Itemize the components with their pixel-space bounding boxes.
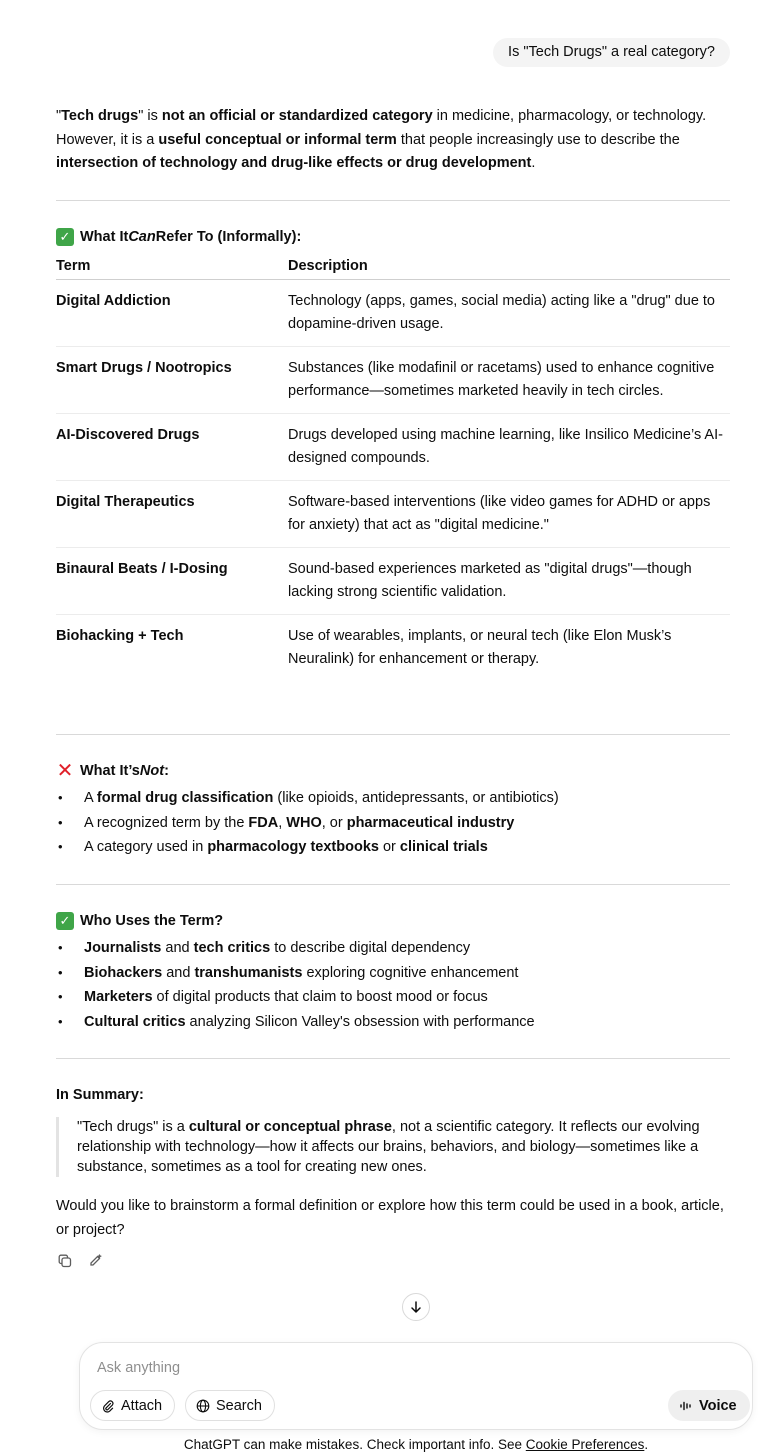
check-icon: ✓ — [56, 912, 74, 930]
globe-icon — [196, 1399, 210, 1413]
list-item: • A formal drug classification (like opioids, antidepressants, or antibiotics) — [56, 786, 559, 811]
divider — [56, 1058, 730, 1059]
table-row — [56, 480, 730, 547]
cookie-preferences-link[interactable]: Cookie Preferences — [525, 1437, 645, 1452]
divider — [56, 734, 730, 735]
term-cell: Binaural Beats / I-Dosing — [56, 547, 288, 614]
list-item: • A recognized term by the FDA, WHO, or pharmaceutical industry — [56, 811, 559, 836]
message-input[interactable] — [97, 1357, 657, 1379]
attach-label: Attach — [121, 1397, 163, 1414]
table-row — [56, 614, 730, 681]
table-row — [56, 279, 730, 346]
user-message-bubble: Is "Tech Drugs" a real category? — [493, 38, 730, 67]
search-button[interactable] — [185, 1390, 275, 1421]
description-cell: Software-based interventions (like video games for ADHD or apps for anxiety) that act as "digital medicine." — [288, 480, 730, 547]
table-header-term: Term — [56, 254, 288, 279]
search-label: Search — [216, 1397, 262, 1414]
attach-button[interactable] — [90, 1390, 175, 1421]
voice-label: Voice — [699, 1397, 737, 1414]
message-actions — [56, 1252, 104, 1270]
table-header-description: Description — [288, 254, 730, 279]
table-row — [56, 413, 730, 480]
message-composer — [79, 1342, 753, 1430]
scroll-down-button[interactable] — [402, 1293, 430, 1321]
intro-paragraph: "Tech drugs" is not an official or standardized category in medicine, pharmacology, or technology. However, it is a useful conceptual or informal term that people increasingly use to describe the intersection of technology and drug-like effects or drug development. — [56, 108, 707, 171]
list-item: • Marketers of digital products that claim to boost mood or focus — [56, 985, 535, 1010]
voice-wave-icon — [679, 1399, 693, 1413]
section-heading-who: ✓ Who Uses the Term? — [56, 911, 223, 931]
terms-table — [56, 254, 730, 681]
term-cell: AI-Discovered Drugs — [56, 413, 288, 480]
description-cell: Use of wearables, implants, or neural tech (like Elon Musk’s Neuralink) for enhancement or therapy. — [288, 627, 672, 667]
term-cell: Digital Addiction — [56, 279, 288, 346]
divider — [56, 200, 730, 201]
description-cell: Drugs developed using machine learning, like Insilico Medicine’s AI-designed compounds. — [288, 413, 730, 480]
term-cell: Digital Therapeutics — [56, 480, 288, 547]
list-item: • Cultural critics analyzing Silicon Valley's obsession with performance — [56, 1010, 535, 1035]
list-item: • Journalists and tech critics to describe digital dependency — [56, 936, 535, 961]
followup-question: Would you like to brainstorm a formal definition or explore how this term could be used in a book, article, or project? — [56, 1198, 724, 1238]
paperclip-icon — [101, 1399, 115, 1413]
list-item: • Biohackers and transhumanists exploring cognitive enhancement — [56, 961, 535, 986]
table-row — [56, 346, 730, 413]
edit-icon[interactable] — [86, 1252, 104, 1270]
term-cell: Smart Drugs / Nootropics — [56, 346, 288, 413]
not-list — [56, 786, 559, 860]
divider — [56, 884, 730, 885]
summary-blockquote: "Tech drugs" is a cultural or conceptual phrase, not a scientific category. It reflects our evolving relationship with technology—how it affects our brains, behaviors, and biology—sometimes like a substance, sometimes as a tool for creating new ones. — [56, 1117, 730, 1177]
table-row — [56, 547, 730, 614]
cross-icon: ✕ — [56, 760, 74, 782]
description-cell: Substances (like modafinil or racetams) used to enhance cognitive performance—sometimes marketed heavily in tech circles. — [288, 346, 730, 413]
description-cell: Technology (apps, games, social media) acting like a "drug" due to dopamine-driven usage. — [288, 279, 730, 346]
section-heading-not: ✕ What It’s Not : — [56, 760, 169, 782]
who-list — [56, 936, 535, 1034]
summary-heading: In Summary: — [56, 1087, 144, 1103]
term-cell: Biohacking + Tech — [56, 627, 184, 644]
disclaimer: ChatGPT can make mistakes. Check important info. See Cookie Preferences. — [183, 1437, 649, 1452]
description-cell: Sound-based experiences marketed as "digital drugs"—though lacking strong scientific validation. — [288, 547, 730, 614]
check-icon: ✓ — [56, 228, 74, 246]
list-item: • A category used in pharmacology textbooks or clinical trials — [56, 835, 559, 860]
voice-button[interactable] — [668, 1390, 750, 1421]
copy-icon[interactable] — [56, 1252, 74, 1270]
arrow-down-icon — [409, 1300, 423, 1314]
section-heading-can: ✓ What It Can Refer To (Informally): — [56, 227, 301, 247]
